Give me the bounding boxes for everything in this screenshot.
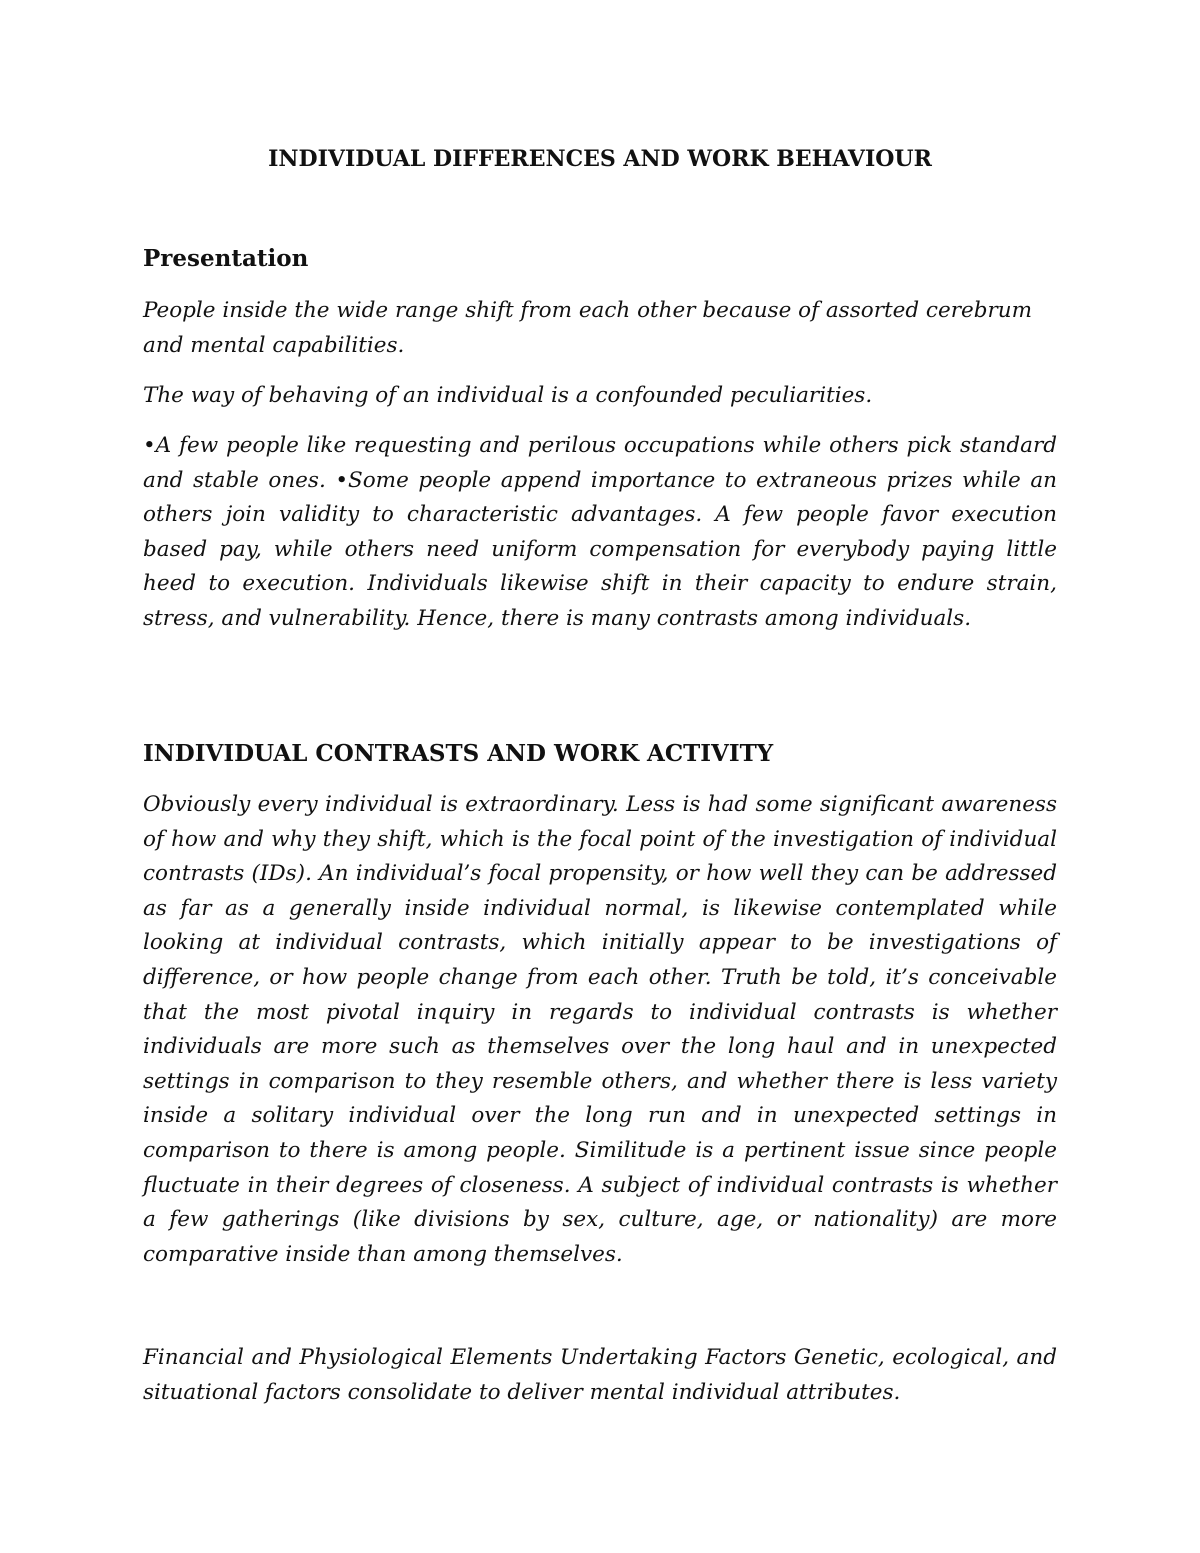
paragraph-differences: •A few people like requesting and perilous occupations while others pick standard and stable ones. •Some people append importance to extraneous prizes while an others join validity to characteristic advantages. A few people favor execution based pay, while others need uniform compensation for everybody paying little heed to execution. Individuals likewise shift in their capacity to endure strain, stress, and vulnerability. Hence, there is many contrasts among individuals. [143,433,1057,631]
paragraph-intro: People inside the wide range shift from each other because of assorted cerebrum and mental capabilities. [143,298,1032,358]
document-title: INDIVIDUAL DIFFERENCES AND WORK BEHAVIOUR [268,146,932,172]
paragraph-behaviour: The way of behaving of an individual is a confounded peculiarities. [143,383,873,408]
section-heading-contrasts: INDIVIDUAL CONTRASTS AND WORK ACTIVITY [143,740,774,767]
paragraph-contrasts: Obviously every individual is extraordinary. Less is had some significant awareness of how and why they shift, which is the focal point of the investigation of individual contrasts (IDs). An individual’s focal propensity, or how well they can be addressed as far as a generally inside individual normal, is likewise contemplated while looking at individual contrasts, which initially appear to be investigations of difference, or how people change from each other. Truth be told, it’s conceivable that the most pivotal inquiry in regards to individual contrasts is whether individuals are more such as themselves over the long haul and in unexpected settings in comparison to they resemble others, and whether there is less variety inside a solitary individual over the long run and in unexpected settings in comparison to there is among people. Similitude is a pertinent issue since people fluctuate in their degrees of closeness. A subject of individual contrasts is whether a few gatherings (like divisions by sex, culture, age, or nationality) are more comparative inside than among themselves. [143,792,1057,1267]
section-heading-presentation: Presentation [143,245,309,272]
paragraph-factors: Financial and Physiological Elements Undertaking Factors Genetic, ecological, and situational factors consolidate to deliver mental individual attributes. [143,1345,1057,1405]
